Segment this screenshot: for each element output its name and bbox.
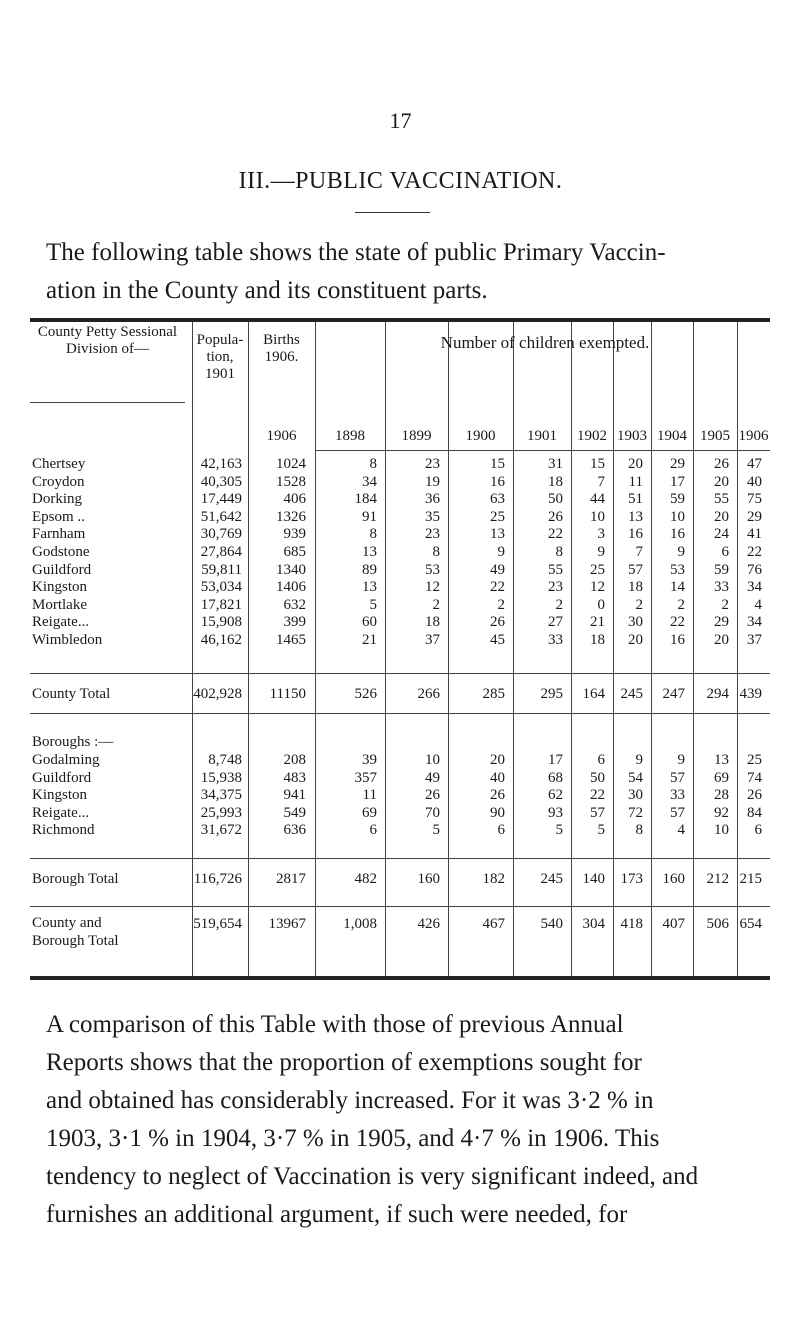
exempted-value: 20: [714, 632, 729, 648]
exempted-value: 55: [714, 491, 729, 508]
exempted-value: 53: [670, 561, 685, 578]
population-value: 15,908: [200, 614, 242, 631]
closing-line: A comparison of this Table with those of previous Annual: [46, 1011, 624, 1038]
exempted-value: 26: [490, 787, 505, 804]
births-value: 208: [283, 752, 306, 768]
header-year: 1901: [527, 428, 557, 444]
closing-line: 1903, 3·1 % in 1904, 3·7 % in 1905, and 4·7 % in 1906. This: [46, 1125, 660, 1152]
exempted-value: 72: [628, 804, 643, 821]
exempted-value: 25: [590, 561, 605, 578]
closing-paragraph: [46, 1006, 758, 1234]
intro-line: The following table shows the state of public Primary Vaccin-: [46, 239, 666, 266]
exempted-value: 17: [670, 473, 685, 490]
exempted-value: 34: [362, 473, 377, 490]
header-year: 1899: [401, 428, 432, 444]
exempted-value: 8: [555, 544, 563, 560]
header-year: 1905: [700, 428, 730, 444]
exempted-value: 2: [432, 596, 440, 613]
exempted-value: 467: [482, 916, 505, 932]
table-top-rule: [30, 318, 770, 322]
exempted-value: 26: [490, 614, 505, 631]
exempted-value: 245: [620, 686, 643, 702]
exempted-value: 57: [590, 804, 605, 821]
births-value: 685: [283, 544, 306, 560]
exempted-value: 50: [590, 769, 605, 786]
exempted-value: 76: [747, 561, 762, 578]
exempted-value: 526: [354, 686, 377, 702]
row-label: Chertsey: [32, 456, 86, 472]
births-value: 1340: [276, 561, 306, 578]
row-rule: [30, 402, 185, 403]
exempted-value: 4: [677, 822, 685, 839]
exempted-value: 2: [721, 596, 729, 613]
header-year: 1900: [465, 428, 496, 444]
exempted-value: 285: [482, 686, 505, 702]
heading-rule: [355, 212, 430, 213]
row-label: Dorking: [32, 491, 82, 508]
exempted-value: 9: [635, 752, 643, 768]
exempted-value: 92: [714, 804, 729, 821]
exempted-value: 9: [677, 544, 685, 560]
exempted-value: 12: [590, 579, 605, 596]
births-value: 13967: [268, 916, 306, 932]
exempted-value: 35: [425, 508, 440, 525]
exempted-value: 13: [714, 752, 729, 768]
exempted-value: 69: [362, 804, 377, 821]
header-exempted: Number of children exempted.: [440, 333, 650, 352]
row-rule: [30, 858, 770, 859]
exempted-value: 540: [540, 916, 563, 932]
exempted-value: 49: [490, 561, 505, 578]
exempted-value: 26: [714, 456, 729, 472]
exempted-value: 89: [362, 561, 377, 578]
births-value: 939: [283, 526, 306, 543]
exempted-value: 29: [714, 614, 729, 631]
exempted-value: 7: [635, 544, 643, 560]
exempted-value: 68: [548, 769, 563, 786]
exempted-value: 6: [754, 822, 762, 839]
exempted-value: 6: [721, 544, 729, 560]
exempted-value: 26: [747, 787, 762, 804]
exempted-value: 37: [425, 632, 440, 648]
exempted-value: 5: [369, 596, 377, 613]
exempted-value: 34: [747, 614, 762, 631]
population-value: 53,034: [200, 579, 242, 596]
exempted-value: 62: [548, 787, 563, 804]
exempted-value: 70: [425, 804, 440, 821]
exempted-value: 215: [739, 871, 762, 887]
closing-line: furnishes an additional argument, if such were needed, for: [46, 1201, 628, 1228]
intro-line: ation in the County and its constituent parts.: [46, 277, 488, 304]
exempted-value: 10: [670, 508, 685, 525]
exempted-value: 16: [490, 473, 505, 490]
exempted-value: 31: [548, 456, 563, 472]
exempted-value: 357: [354, 769, 377, 786]
exempted-value: 13: [362, 544, 377, 560]
exempted-value: 22: [548, 526, 563, 543]
population-value: 59,811: [201, 561, 242, 578]
exempted-value: 21: [590, 614, 605, 631]
exempted-value: 407: [662, 916, 685, 932]
population-value: 15,938: [200, 769, 242, 786]
row-label: Wimbledon: [32, 632, 103, 648]
exempted-value: 164: [582, 686, 605, 702]
exempted-value: 8: [369, 456, 377, 472]
exempted-value: 23: [548, 579, 563, 596]
exempted-value: 57: [670, 769, 685, 786]
exempted-value: 13: [490, 526, 505, 543]
exempted-value: 9: [497, 544, 505, 560]
exempted-value: 2: [635, 596, 643, 613]
births-value: 406: [283, 491, 306, 508]
births-value: 1326: [276, 508, 306, 525]
population-value: 17,449: [200, 491, 242, 508]
exempted-value: 11: [628, 473, 643, 490]
exempted-value: 20: [714, 508, 729, 525]
exempted-value: 18: [548, 473, 563, 490]
exempted-value: 18: [425, 614, 440, 631]
exempted-value: 3: [597, 526, 605, 543]
exempted-value: 20: [628, 632, 643, 648]
exempted-value: 304: [582, 916, 605, 932]
exempted-value: 91: [362, 508, 377, 525]
exempted-value: 47: [747, 456, 762, 472]
exempted-value: 9: [677, 752, 685, 768]
exempted-value: 6: [597, 752, 605, 768]
exempted-value: 44: [590, 491, 605, 508]
table-bottom-rule: [30, 976, 770, 980]
births-value: 632: [283, 596, 306, 613]
births-value: 2817: [276, 871, 306, 887]
births-value: 11150: [269, 686, 306, 702]
exempted-value: 53: [425, 561, 440, 578]
exempted-value: 426: [417, 916, 440, 932]
row-label: Farnham: [32, 526, 86, 543]
exempted-value: 5: [555, 822, 563, 839]
exempted-value: 4: [754, 596, 762, 613]
exempted-value: 11: [362, 787, 377, 804]
exempted-value: 26: [425, 787, 440, 804]
population-value: 40,305: [200, 473, 242, 490]
exempted-value: 50: [548, 491, 563, 508]
exempted-value: 13: [362, 579, 377, 596]
section-heading: III.—PUBLIC VACCINATION.: [238, 168, 563, 194]
exempted-value: 160: [662, 871, 685, 887]
exempted-value: 140: [582, 871, 605, 887]
exempted-value: 23: [425, 456, 440, 472]
exempted-value: 16: [670, 526, 685, 543]
row-label: Mortlake: [32, 596, 87, 613]
exempted-value: 17: [548, 752, 563, 768]
exempted-value: 33: [548, 632, 563, 648]
intro-paragraph: [46, 234, 758, 310]
exempted-value: 40: [490, 769, 505, 786]
births-value: 941: [283, 787, 306, 804]
population-value: 116,726: [193, 871, 242, 887]
population-value: 17,821: [200, 596, 242, 613]
row-label: Godalming: [32, 752, 100, 768]
births-value: 1406: [276, 579, 306, 596]
row-label: Borough Total: [32, 871, 119, 887]
exempted-value: 654: [739, 916, 762, 932]
exempted-value: 34: [747, 579, 762, 596]
closing-line: and obtained has considerably increased. For it was 3·2 % in: [46, 1087, 654, 1114]
page-number: 17: [389, 108, 412, 133]
population-value: 34,375: [200, 787, 242, 804]
exempted-value: 30: [628, 614, 643, 631]
row-label: Richmond: [32, 822, 95, 839]
exempted-value: 8: [369, 526, 377, 543]
population-value: 42,163: [200, 456, 242, 472]
closing-line: Reports shows that the proportion of exemptions sought for: [46, 1049, 642, 1076]
exempted-value: 57: [628, 561, 643, 578]
exempted-value: 39: [362, 752, 377, 768]
exempted-value: 59: [670, 491, 685, 508]
births-value: 399: [283, 614, 306, 631]
exempted-value: 41: [747, 526, 762, 543]
row-label: Guildford: [32, 769, 92, 786]
exempted-value: 24: [714, 526, 729, 543]
row-rule: [30, 713, 770, 714]
exempted-value: 18: [628, 579, 643, 596]
exempted-value: 10: [425, 752, 440, 768]
exempted-value: 294: [706, 686, 729, 702]
exempted-value: 22: [670, 614, 685, 631]
exempted-value: 418: [620, 916, 643, 932]
exempted-value: 439: [739, 686, 762, 702]
population-value: 31,672: [200, 822, 242, 839]
exempted-value: 184: [354, 491, 377, 508]
exempted-value: 29: [670, 456, 685, 472]
exempted-value: 0: [597, 596, 605, 613]
header-year: 1906: [266, 428, 297, 444]
exempted-value: 2: [555, 596, 563, 613]
exempted-value: 74: [747, 769, 762, 786]
row-rule: [30, 906, 770, 907]
exempted-value: 22: [590, 787, 605, 804]
population-value: 25,993: [200, 804, 242, 821]
exempted-value: 173: [620, 871, 643, 887]
births-value: 1024: [276, 456, 306, 472]
exempted-value: 8: [432, 544, 440, 560]
exempted-value: 93: [548, 804, 563, 821]
exempted-value: 26: [548, 508, 563, 525]
header-division: County Petty Sessional Division of—: [37, 324, 178, 357]
exempted-value: 55: [548, 561, 563, 578]
header-population: Popula- tion, 1901: [196, 332, 244, 382]
exempted-value: 23: [425, 526, 440, 543]
population-value: 519,654: [193, 916, 242, 932]
population-value: 51,642: [200, 508, 242, 525]
exempted-value: 16: [670, 632, 685, 648]
exempted-value: 16: [628, 526, 643, 543]
exempted-value: 54: [628, 769, 643, 786]
exempted-value: 59: [714, 561, 729, 578]
exempted-value: 6: [369, 822, 377, 839]
row-label: Kingston: [32, 787, 88, 804]
header-year: 1904: [657, 428, 687, 444]
exempted-value: 160: [417, 871, 440, 887]
exempted-value: 2: [677, 596, 685, 613]
exempted-value: 60: [362, 614, 377, 631]
closing-line: tendency to neglect of Vaccination is very significant indeed, and: [46, 1163, 699, 1190]
row-rule: [315, 450, 770, 451]
row-label: County and Borough Total: [32, 915, 119, 949]
exempted-value: 36: [425, 491, 440, 508]
row-label: County Total: [32, 686, 111, 702]
row-label: Croydon: [32, 473, 85, 490]
exempted-value: 13: [628, 508, 643, 525]
exempted-value: 15: [490, 456, 505, 472]
exempted-value: 28: [714, 787, 729, 804]
exempted-value: 75: [747, 491, 762, 508]
population-value: 402,928: [193, 686, 242, 702]
exempted-value: 29: [747, 508, 762, 525]
exempted-value: 22: [747, 544, 762, 560]
header-year: 1906: [738, 428, 769, 444]
exempted-value: 51: [628, 491, 643, 508]
births-value: 1528: [276, 473, 306, 490]
row-label: Guildford: [32, 561, 92, 578]
exempted-value: 245: [540, 871, 563, 887]
exempted-value: 20: [628, 456, 643, 472]
row-label: Reigate...: [32, 614, 90, 631]
exempted-value: 25: [747, 752, 762, 768]
population-value: 27,864: [200, 544, 242, 560]
births-value: 483: [283, 769, 306, 786]
exempted-value: 9: [597, 544, 605, 560]
exempted-value: 482: [354, 871, 377, 887]
exempted-value: 212: [706, 871, 729, 887]
exempted-value: 25: [490, 508, 505, 525]
exempted-value: 8: [635, 822, 643, 839]
exempted-value: 14: [670, 579, 685, 596]
row-label: Reigate...: [32, 804, 90, 821]
births-value: 549: [283, 804, 306, 821]
exempted-value: 84: [747, 804, 762, 821]
exempted-value: 33: [714, 579, 729, 596]
exempted-value: 21: [362, 632, 377, 648]
header-year: 1902: [577, 428, 607, 444]
exempted-value: 90: [490, 804, 505, 821]
exempted-value: 1,008: [343, 916, 377, 932]
exempted-value: 40: [747, 473, 762, 490]
exempted-value: 37: [747, 632, 762, 648]
exempted-value: 247: [662, 686, 685, 702]
vaccination-table: [30, 318, 770, 980]
exempted-value: 295: [540, 686, 563, 702]
exempted-value: 63: [490, 491, 505, 508]
exempted-value: 27: [548, 614, 563, 631]
exempted-value: 10: [590, 508, 605, 525]
exempted-value: 5: [432, 822, 440, 839]
population-value: 46,162: [200, 632, 242, 648]
header-year: 1903: [617, 428, 647, 444]
boroughs-label: Boroughs :—: [32, 734, 114, 750]
exempted-value: 57: [670, 804, 685, 821]
births-value: 1465: [276, 632, 306, 648]
exempted-value: 33: [670, 787, 685, 804]
exempted-value: 19: [425, 473, 440, 490]
header-births: Births 1906.: [263, 332, 300, 365]
row-label: Godstone: [32, 544, 90, 560]
population-value: 30,769: [200, 526, 242, 543]
exempted-value: 182: [482, 871, 505, 887]
births-value: 636: [283, 822, 306, 839]
exempted-value: 12: [425, 579, 440, 596]
exempted-value: 5: [597, 822, 605, 839]
exempted-value: 2: [497, 596, 505, 613]
exempted-value: 10: [714, 822, 729, 839]
exempted-value: 30: [628, 787, 643, 804]
exempted-value: 18: [590, 632, 605, 648]
exempted-value: 6: [497, 822, 505, 839]
exempted-value: 22: [490, 579, 505, 596]
header-year: 1898: [335, 428, 365, 444]
exempted-value: 20: [714, 473, 729, 490]
population-value: 8,748: [208, 752, 242, 768]
exempted-value: 69: [714, 769, 729, 786]
exempted-value: 49: [425, 769, 440, 786]
exempted-value: 45: [490, 632, 505, 648]
exempted-value: 7: [597, 473, 605, 490]
row-label: Kingston: [32, 579, 88, 596]
exempted-value: 266: [417, 686, 440, 702]
exempted-value: 15: [590, 456, 605, 472]
row-label: Epsom ..: [32, 508, 85, 525]
exempted-value: 20: [490, 752, 505, 768]
row-rule: [30, 673, 770, 674]
exempted-value: 506: [706, 916, 729, 932]
